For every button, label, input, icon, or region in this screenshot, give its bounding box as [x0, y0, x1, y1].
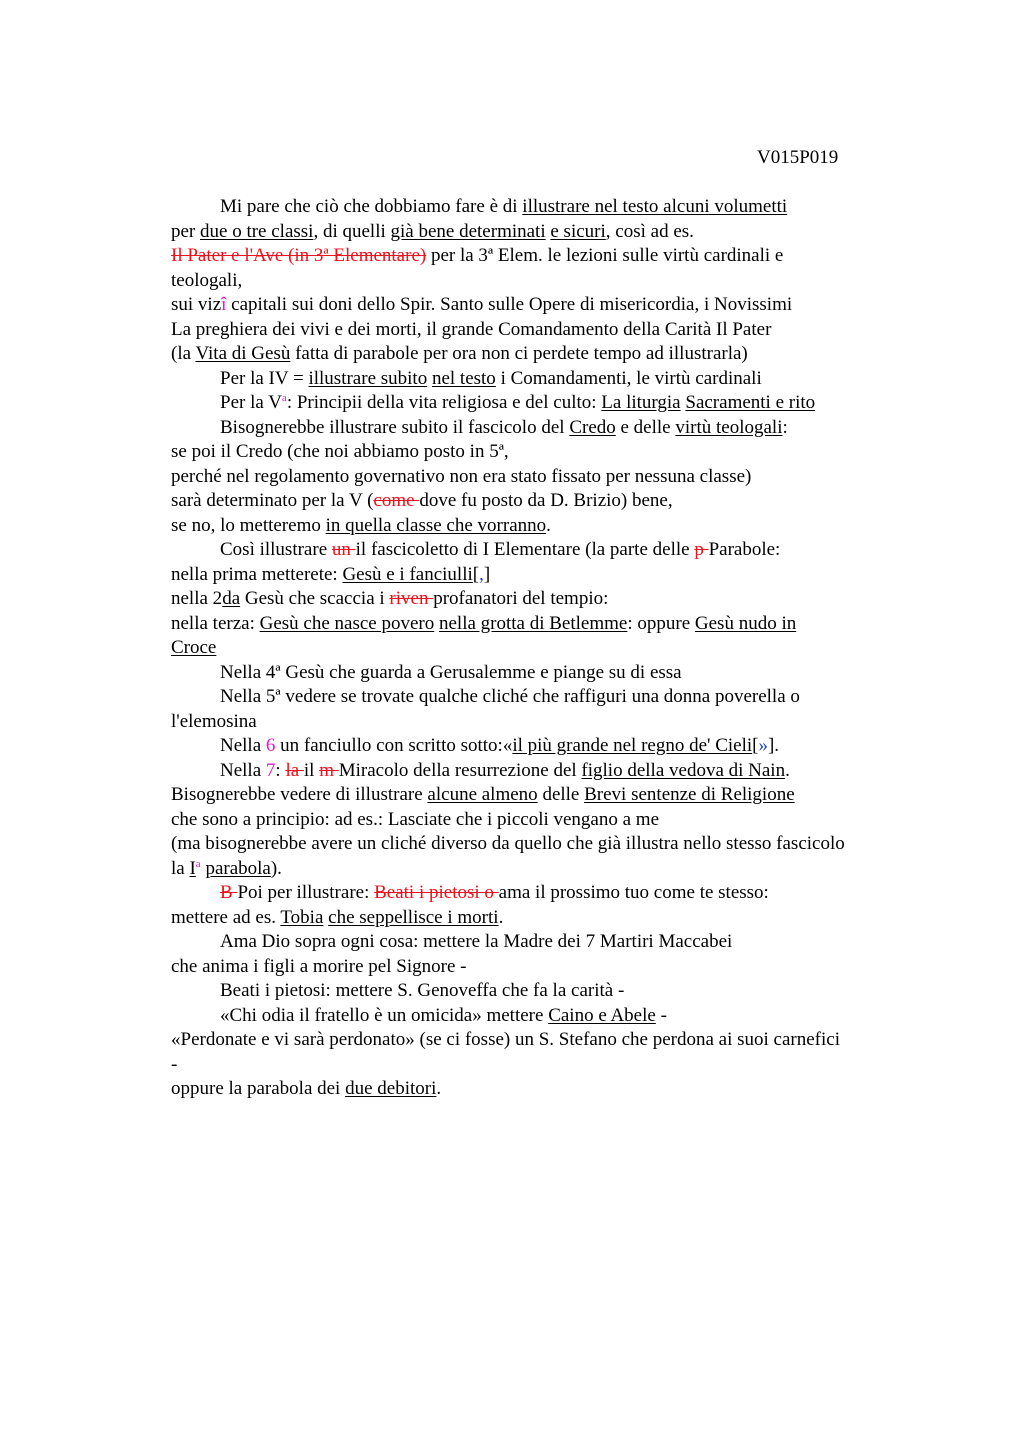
underlined-text: da: [222, 588, 241, 609]
underlined-text: I: [189, 857, 196, 879]
underlined-text: Gesù e i fanciulli: [342, 563, 473, 585]
text-line: [171, 930, 911, 955]
text-run: .: [546, 514, 551, 536]
underlined-text: La liturgia: [601, 392, 681, 413]
underlined-text: illustrare subito: [308, 367, 428, 389]
text-line: [171, 734, 911, 759]
text-run: ).: [270, 857, 282, 879]
text-run: sarà determinato per la V (: [171, 490, 374, 511]
text-line: [171, 661, 911, 686]
deleted-text: Beati i pietosi o: [374, 882, 499, 903]
text-run: il fascicoletto di I Elementare (la parte delle: [355, 539, 695, 560]
text-run: Gesù che scaccia i: [240, 588, 390, 609]
page-id: V015P019: [757, 147, 839, 168]
text-line: [171, 195, 911, 220]
text-run: ].: [767, 735, 780, 756]
text-run: mettere ad es.: [171, 906, 281, 928]
underlined-text: nel testo: [431, 367, 496, 389]
text-run: dove fu posto da D. Brizio) bene,: [419, 490, 673, 511]
text-line: [171, 367, 911, 392]
text-run: (ma bisognerebbe avere un cliché diverso da quello che già illustra nello stesso fascicolo: [171, 833, 845, 854]
text-line: [171, 489, 911, 514]
text-line: [171, 244, 911, 269]
text-line: [171, 1004, 911, 1029]
text-run: .: [498, 906, 504, 928]
underlined-text: alcune almeno: [427, 784, 538, 805]
text-line: [171, 685, 911, 710]
text-line: [171, 269, 911, 294]
underlined-text: in quella classe che vorranno: [325, 514, 547, 536]
text-run: oppure la parabola dei: [171, 1078, 346, 1099]
text-line: [171, 955, 911, 980]
underlined-text: Brevi sentenze di Religione: [584, 784, 795, 805]
text-line: [171, 710, 911, 735]
text-run: un fanciullo con scritto sotto:«: [275, 735, 513, 756]
text-line: [171, 881, 911, 906]
text-run: [: [752, 735, 759, 756]
underlined-text: Gesù che nasce povero: [259, 612, 435, 634]
text-run: «Perdonate e vi sarà perdonato» (se ci fosse) un S. Stefano che perdona ai suoi carnefici: [171, 1029, 840, 1050]
superscript-mark: a: [195, 857, 201, 870]
text-run: delle: [537, 784, 585, 805]
text-run: i Comandamenti, le virtù cardinali: [495, 367, 762, 389]
text-line: [171, 538, 911, 563]
underlined-text: già bene determinati: [390, 220, 546, 242]
text-run: Poi per illustrare:: [237, 882, 375, 903]
text-line: [171, 342, 911, 367]
text-line: [171, 465, 911, 490]
underlined-text: due debitori: [345, 1078, 437, 1099]
text-line: [171, 440, 911, 465]
text-run: ]: [483, 563, 491, 585]
text-line: [171, 1028, 911, 1053]
text-run: nella 2: [171, 588, 223, 609]
underlined-text: il più grande nel regno de' Cieli: [512, 735, 753, 756]
text-run: , così ad es.: [605, 220, 694, 242]
underlined-text: figlio della vedova di Nain: [581, 759, 786, 781]
text-run: l'elemosina: [171, 710, 257, 732]
text-run: nella prima metterete:: [171, 563, 343, 585]
text-run: [: [472, 563, 480, 585]
text-run: Bisognerebbe vedere di illustrare: [171, 784, 428, 805]
text-line: [171, 514, 911, 539]
deleted-text: riven: [389, 588, 434, 609]
underlined-text: Gesù nudo in: [694, 612, 797, 634]
text-line: [171, 636, 911, 661]
text-line: [171, 391, 911, 416]
underlined-text: Credo: [569, 416, 616, 438]
text-run: il: [303, 759, 320, 781]
text-line: [171, 220, 911, 245]
text-run: che sono a principio: ad es.: Lasciate che i piccoli vengano a me: [171, 808, 660, 830]
text-run: .: [436, 1078, 442, 1099]
underlined-text: Sacramenti e rito: [685, 392, 816, 413]
deleted-text: come: [373, 490, 420, 511]
text-run: Nella: [220, 759, 266, 781]
text-line: [171, 563, 911, 588]
text-run: Parabole:: [708, 539, 781, 560]
text-line: [171, 318, 911, 343]
text-run: Così illustrare: [220, 539, 332, 560]
underlined-text: Vita di Gesù: [195, 343, 291, 364]
text-line: [171, 906, 911, 931]
underlined-text: due o tre classi: [200, 220, 314, 242]
text-run: ama il prossimo tuo come te stesso:: [498, 882, 769, 903]
text-line: [171, 808, 911, 833]
editorial-insertion: »: [758, 735, 768, 756]
text-run: Mi pare che ciò che dobbiamo fare è di: [220, 196, 523, 217]
text-run: :: [782, 416, 788, 438]
underlined-text: illustrare nel testo alcuni volumetti: [522, 196, 788, 217]
deleted-text: Il Pater e l'Ave (in 3ª Elementare): [171, 245, 427, 266]
text-run: perché nel regolamento governativo non era stato fissato per nessuna classe): [171, 465, 752, 487]
deleted-text: p: [694, 539, 709, 560]
text-run: -: [655, 1004, 667, 1026]
text-line: [171, 293, 911, 318]
text-run: Nella 4ª Gesù che guarda a Gerusalemme e piange su di essa: [220, 661, 682, 683]
text-run: (la: [171, 343, 196, 364]
editorial-mark: 6: [265, 735, 276, 756]
underlined-text: Tobia: [280, 906, 324, 928]
text-line: [171, 587, 911, 612]
underlined-text: Croce: [171, 637, 217, 658]
underlined-text: parabola: [205, 857, 271, 879]
superscript-mark: a: [281, 392, 287, 404]
text-line: [171, 1077, 911, 1102]
text-run: Nella 5ª vedere se trovate qualche cliché che raffiguri una donna poverella o: [220, 686, 800, 707]
text-line: [171, 857, 911, 882]
text-run: per la 3ª Elem. le lezioni sulle virtù cardinali e: [426, 245, 784, 266]
text-run: la: [171, 857, 190, 879]
text-line: [171, 416, 911, 441]
deleted-text: m: [319, 759, 339, 781]
text-line: [171, 1053, 911, 1078]
text-run: fatta di parabole per ora non ci perdete tempo ad illustrarla): [290, 343, 748, 364]
text-run: La preghiera dei vivi e dei morti, il grande Comandamento della Carità Il Pater: [171, 318, 772, 340]
text-run: che anima i figli a morire pel Signore -: [171, 955, 467, 977]
text-run: se no, lo metteremo: [171, 514, 326, 536]
underlined-text: virtù teologali: [675, 416, 783, 438]
text-line: [171, 832, 911, 857]
underlined-text: e sicuri: [550, 220, 606, 242]
text-line: [171, 979, 911, 1004]
text-line: [171, 783, 911, 808]
text-run: : oppure: [627, 612, 695, 634]
document-body: [171, 195, 911, 1102]
text-run: profanatori del tempio:: [433, 588, 609, 609]
text-run: «Chi odia il fratello è un omicida» mettere: [220, 1004, 549, 1026]
text-run: capitali sui doni dello Spir. Santo sulle Opere di misericordia, i Novissimi: [226, 294, 793, 315]
underlined-text: che seppellisce i morti: [328, 906, 499, 928]
text-run: Miracolo della resurrezione del: [338, 759, 582, 781]
text-run: .: [785, 759, 790, 781]
text-line: [171, 612, 911, 637]
text-run: nella terza:: [171, 612, 260, 634]
text-run: per: [171, 220, 201, 242]
text-run: : Principii della vita religiosa e del culto:: [286, 392, 602, 413]
text-run: Bisognerebbe illustrare subito il fascicolo del: [220, 416, 570, 438]
text-line: [171, 759, 911, 784]
deleted-text: un: [331, 539, 356, 560]
text-run: -: [171, 1053, 178, 1075]
text-run: sui viz: [171, 294, 222, 315]
text-run: Per la IV =: [220, 367, 309, 389]
underlined-text: Caino e Abele: [548, 1004, 656, 1026]
text-run: Ama Dio sopra ogni cosa: mettere la Madre dei 7 Martiri Maccabei: [220, 931, 733, 952]
editorial-insertion: ,: [479, 563, 484, 585]
editorial-mark: î: [221, 294, 227, 315]
text-run: Nella: [220, 735, 266, 756]
text-run: Beati i pietosi: mettere S. Genoveffa che fa la carità -: [220, 980, 625, 1001]
deleted-text: B: [220, 882, 238, 903]
underlined-text: nella grotta di Betlemme: [438, 612, 628, 634]
text-run: :: [275, 759, 286, 781]
text-run: teologali,: [171, 269, 243, 291]
text-run: , di quelli: [313, 220, 391, 242]
text-run: e delle: [615, 416, 676, 438]
editorial-mark: 7: [265, 759, 276, 781]
text-run: Per la V: [220, 392, 282, 413]
deleted-text: la: [285, 759, 304, 781]
text-run: se poi il Credo (che noi abbiamo posto in 5ª,: [171, 441, 509, 462]
